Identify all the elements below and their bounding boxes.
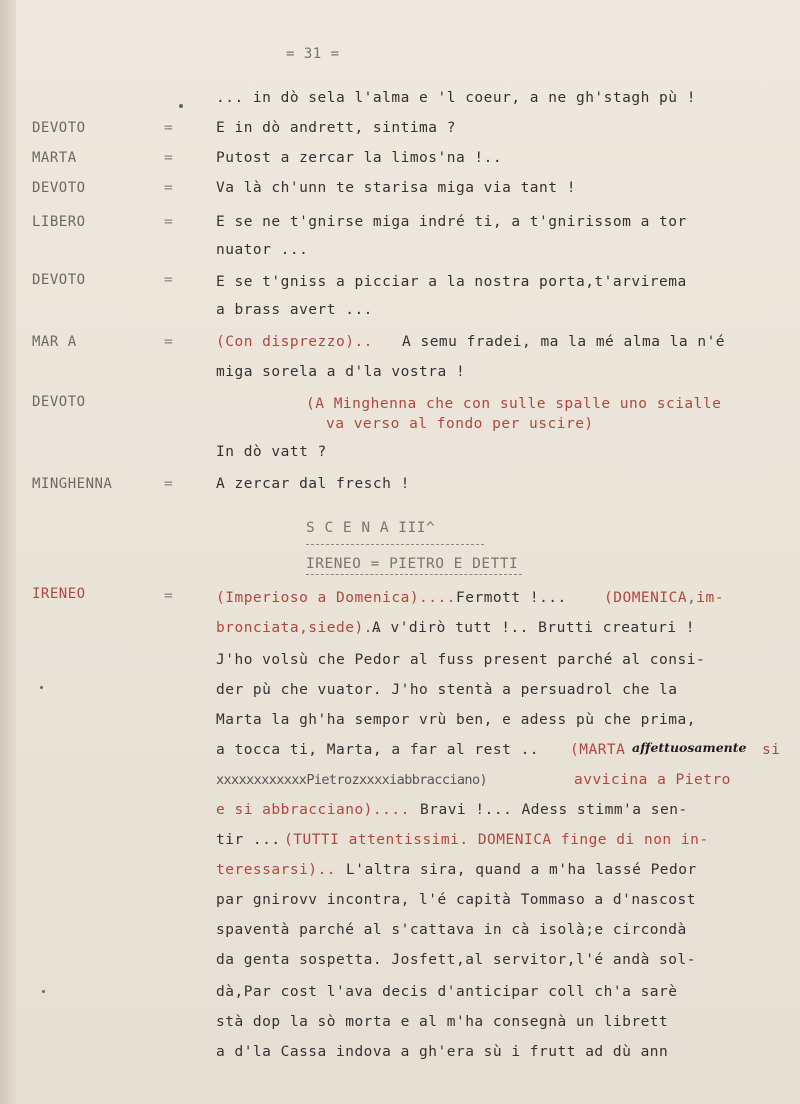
equals-sign: =	[164, 334, 174, 350]
line-03: Putost a zercar la limos'na !..	[216, 150, 503, 166]
scene-cast: IRENEO = PIETRO E DETTI	[306, 556, 519, 572]
line-22: da genta sospetta. Josfett,al servitor,l'é andà sol-	[216, 952, 696, 968]
scene-cast-underline	[306, 574, 522, 575]
speaker-devoto: DEVOTO	[32, 120, 86, 136]
line-05b: nuator ...	[216, 242, 309, 258]
equals-sign: =	[164, 588, 174, 604]
line-06: E se t'gniss a picciar a la nostra porta,t'arvirema	[216, 274, 687, 290]
stage-direction: avvicina a Pietro	[574, 772, 731, 788]
stage-direction: (TUTTI attentissimi. DOMENICA finge di non in-	[284, 832, 709, 848]
line-01: ... in dò sela l'alma e 'l coeur, a ne gh'stagh pù !	[216, 90, 696, 106]
ink-dot	[179, 104, 183, 108]
speaker-minghenna: MINGHENNA	[32, 476, 113, 492]
line-09: A zercar dal fresch !	[216, 476, 410, 492]
line-07b: miga sorela a d'la vostra !	[216, 364, 466, 380]
line-04: Va là ch'unn te starisa miga via tant !	[216, 180, 576, 196]
stage-direction: (Imperioso a Domenica)....	[216, 590, 456, 606]
speaker-libero: LIBERO	[32, 214, 86, 230]
handwritten-insertion: affettuosamente	[632, 740, 747, 755]
line-12: J'ho volsù che Pedor al fuss present parché al consi-	[216, 652, 706, 668]
line-07: A semu fradei, ma la mé alma la n'é	[402, 334, 726, 350]
line-25: a d'la Cassa indova a gh'era sù i frutt ad dù ann	[216, 1044, 669, 1060]
stage-direction: si	[762, 742, 781, 758]
line-02: E in dò andrett, sintima ?	[216, 120, 456, 136]
scene-title: S C E N A III^	[306, 520, 436, 536]
equals-sign: =	[164, 120, 174, 136]
equals-sign: =	[164, 214, 174, 230]
stage-direction: (A Minghenna che con sulle spalle uno scialle	[306, 396, 722, 412]
speaker-marta-faded: MAR A	[32, 334, 77, 350]
line-10: Fermott !...	[456, 590, 567, 606]
ink-dot	[42, 990, 45, 993]
stage-direction: e si abbracciano)....	[216, 802, 410, 818]
stage-direction: (Con disprezzo)..	[216, 334, 373, 350]
line-14: Marta la gh'ha sempor vrù ben, e adess pù che prima,	[216, 712, 696, 728]
line-17: Bravi !... Adess stimm'a sen-	[420, 802, 688, 818]
scene-title-underline	[306, 544, 484, 545]
stage-direction: (MARTA	[570, 742, 626, 758]
line-19: L'altra sira, quand a m'ha lassé Pedor	[346, 862, 697, 878]
line-13: der pù che vuator. J'ho stentà a persuadrol che la	[216, 682, 678, 698]
page-number: = 31 =	[286, 46, 340, 62]
stage-direction: bronciata,siede)..	[216, 620, 383, 636]
line-06b: a brass avert ...	[216, 302, 373, 318]
page-edge-shadow	[0, 0, 16, 1104]
speaker-ireneo: IRENEO	[32, 586, 86, 602]
stage-direction: (DOMENICA,im-	[604, 590, 724, 606]
struck-out-text: xxxxxxxxxxxxPietrozxxxxiabbracciano)	[216, 772, 487, 788]
speaker-devoto: DEVOTO	[32, 272, 86, 288]
ink-dot	[40, 686, 43, 689]
line-18: tir ...	[216, 832, 281, 848]
stage-direction: va verso al fondo per uscire)	[326, 416, 594, 432]
equals-sign: =	[164, 476, 174, 492]
speaker-marta: MARTA	[32, 150, 77, 166]
stage-direction: teressarsi)..	[216, 862, 336, 878]
line-24: stà dop la sò morta e al m'ha consegnà un librett	[216, 1014, 669, 1030]
speaker-devoto: DEVOTO	[32, 394, 86, 410]
line-21: spaventà parché al s'cattava in cà isolà;e circondà	[216, 922, 687, 938]
line-05: E se ne t'gnirse miga indré ti, a t'gnirissom a tor	[216, 214, 687, 230]
equals-sign: =	[164, 272, 174, 288]
speaker-devoto: DEVOTO	[32, 180, 86, 196]
line-15: a tocca ti, Marta, a far al rest ..	[216, 742, 540, 758]
equals-sign: =	[164, 180, 174, 196]
line-08b: In dò vatt ?	[216, 444, 327, 460]
line-11: A v'dirò tutt !.. Brutti creaturi !	[372, 620, 696, 636]
line-20: par gnirovv incontra, l'é capità Tommaso a d'nascost	[216, 892, 696, 908]
equals-sign: =	[164, 150, 174, 166]
line-23: dà,Par cost l'ava decis d'anticipar coll ch'a sarè	[216, 984, 678, 1000]
